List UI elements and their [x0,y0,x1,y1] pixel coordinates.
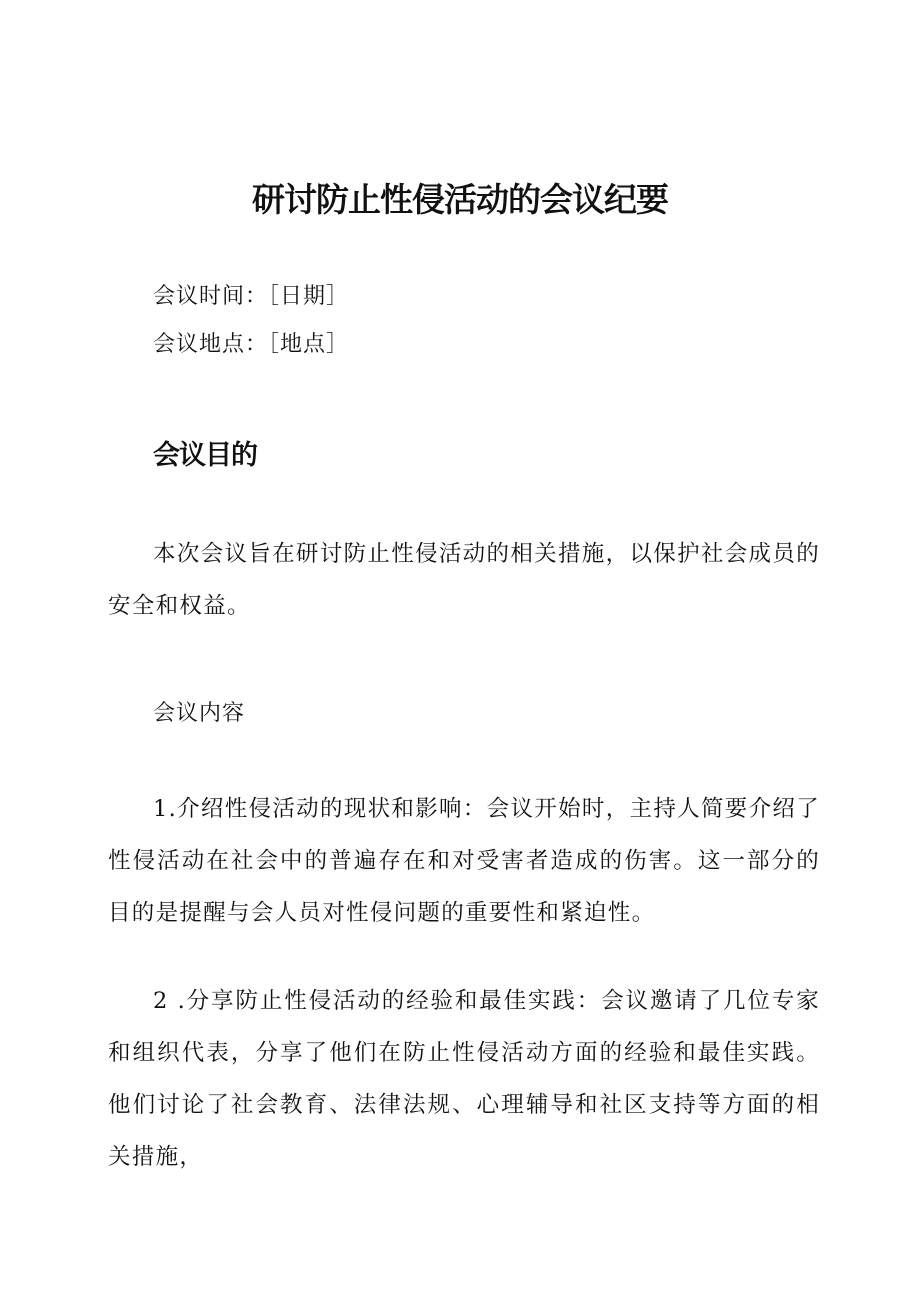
document-title: 研讨防止性侵活动的会议纪要 [252,180,668,219]
content-heading: 会议内容 [153,701,246,726]
content-item-2: 2 .分享防止性侵活动的经验和最佳实践：会议邀请了几位专家和组织代表，分享了他们在防止性侵活动方面的经验和最佳实践。他们讨论了社会教育、法律法规、心理辅导和社区支持等方面的相关措施， [108,988,820,1170]
meeting-place: 会议地点：［地点］ [153,332,350,357]
purpose-paragraph: 本次会议旨在研讨防止性侵活动的相关措施，以保护社会成员的安全和权益。 [108,541,820,619]
meeting-time: 会议时间：［日期］ [153,284,350,309]
purpose-heading: 会议目的 [153,440,257,471]
content-item-1: 1.介绍性侵活动的现状和影响：会议开始时，主持人简要介绍了性侵活动在社会中的普遍存在和对受害者造成的伤害。这一部分的目的是提醒与会人员对性侵问题的重要性和紧迫性。 [108,796,820,926]
